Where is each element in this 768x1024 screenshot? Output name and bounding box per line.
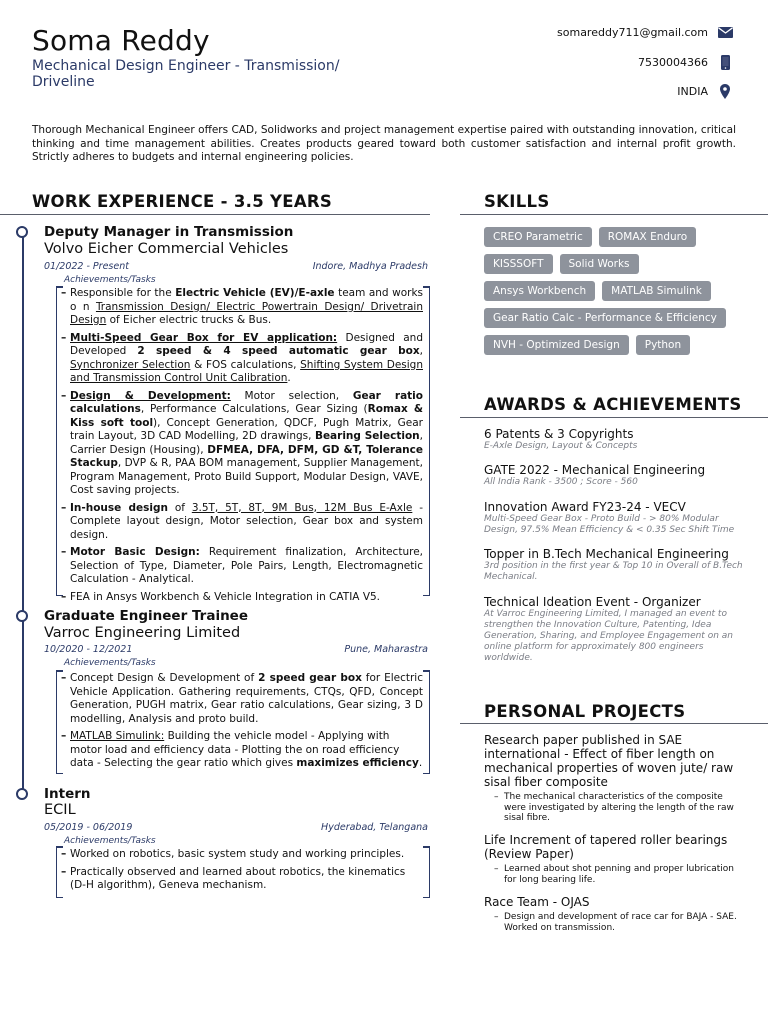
job-location: Pune, Maharastra [344,644,428,655]
award-title: Innovation Award FY23-24 - VECV [484,500,686,514]
award-item [484,595,744,664]
task-item: – FEA in Ansys Workbench & Vehicle Integration in CATIA V5. [63,591,423,605]
project-bullet: – The mechanical characteristics of the composite were investigated by altering the length of the raw sisal fibre. [494,792,744,824]
task-item: – MATLAB Simulink: Building the vehicle model - Applying with motor load and efficiency data - Plotting the on road efficiency data - Selecting the gear ratio which gives maximizes efficiency. [63,730,423,771]
skill-chip: MATLAB Simulink [602,281,711,301]
job-tasks-box [56,846,430,898]
project-title: Life Increment of tapered roller bearings (Review Paper) [484,833,728,861]
job-tasks-box [56,286,430,603]
task-item: – Design & Development: Motor selection, Gear ratio calculations, Performance Calculations, Gear Sizing (Romax & Kiss soft tool), Concept Generation, QDCF, Pugh Matrix, Gear train Layout, 3D CAD Modelling, 2D drawings, Bearing Selection, Carrier Design (Housing), DFMEA, DFA, DFM, GD &T, Tolerance Stackup, DVP & R, PAA BOM management, Supplier Management, Program Management, Proto Build Support, Modular Design, VAVE, Cost saving projects. [63,390,423,498]
project-item [484,895,744,933]
task-item: – Multi-Speed Gear Box for EV application: Designed and Developed 2 speed & 4 speed automatic gear box, Synchronizer Selection & FOS calculations, Shifting System Design and Transmission Control Unit Calibration. [63,332,423,386]
award-desc: All India Rank - 3500 ; Score - 560 [484,477,638,487]
project-bullet: – Design and development of race car for BAJA - SAE. Worked on transmission. [494,912,744,933]
skill-chip: Solid Works [560,254,639,274]
job-company: Volvo Eicher Commercial Vehicles [44,241,289,257]
work-experience-heading: WORK EXPERIENCE - 3.5 YEARS [32,192,333,211]
project-item [484,833,744,885]
job-company: ECIL [44,802,76,818]
phone-row [638,55,734,70]
job-dates: 05/2019 - 06/2019 [44,822,133,833]
skill-chip: Ansys Workbench [484,281,595,301]
skill-chip: KISSSOFT [484,254,553,274]
award-desc: E-Axle Design, Layout & Concepts [484,441,638,451]
awards-divider [460,417,768,418]
job-dates: 10/2020 - 12/2021 [44,644,133,655]
job-role: Graduate Engineer Trainee [44,608,248,624]
job-company: Varroc Engineering Limited [44,625,241,641]
award-title: Technical Ideation Event - Organizer [484,595,701,609]
skill-chip: CREO Parametric [484,227,592,247]
job-title: Mechanical Design Engineer - Transmission/ Driveline [32,58,340,90]
task-item: – Concept Design & Development of 2 speed gear box for Electric Vehicle Application. Gathering requirements, CTQs, QFD, Concept Generation, PUGH matrix, Gear ratio calculations, Gear sizing, 3 D modelling, Analysis and proto build. [63,672,423,726]
award-item [484,547,744,583]
timeline-dot [16,610,28,622]
project-item [484,733,744,824]
profile-summary: Thorough Mechanical Engineer offers CAD, Solidworks and project management expertise paired with outstanding innovation, critical thinking and time management abilities. Creates products geared toward both customer satisfaction and internal profit growth. Strictly adheres to budgets and internal engineering policies. [32,124,736,163]
award-item [484,463,744,488]
task-item: – Worked on robotics, basic system study and working principles. [63,848,423,862]
phone-icon [716,55,734,70]
award-item [484,427,744,452]
phone-text[interactable]: 7530004366 [638,56,708,69]
award-desc: At Varroc Engineering Limited, I managed an event to strengthen the Innovation Culture, Patenting, Idea Generation, Sharing, and Employee Engagement on an online platform for approximately 800 engineers worldwide. [484,609,733,663]
candidate-name: Soma Reddy [32,24,210,57]
achievements-label: Achievements/Tasks [64,275,156,285]
achievements-label: Achievements/Tasks [64,658,156,668]
location-row [677,84,734,99]
task-item: – In-house design of 3.5T, 5T, 8T, 9M Bus, 12M Bus E-Axle - Complete layout design, Motor selection, Gear box and system design. [63,502,423,543]
award-desc: Multi-Speed Gear Box - Proto Build - > 80% Modular Design, 97.5% Mean Efficiency & < 0.35 Sec Shift Time [484,514,735,535]
task-item: – Practically observed and learned about robotics, the kinematics (D-H algorithm), Geneva mechanism. [63,866,423,893]
skill-chip: Gear Ratio Calc - Performance & Efficiency [484,308,726,328]
award-title: 6 Patents & 3 Copyrights [484,427,634,441]
achievements-label: Achievements/Tasks [64,836,156,846]
envelope-icon [716,27,734,38]
project-title: Race Team - OJAS [484,895,590,909]
projects-heading: PERSONAL PROJECTS [484,702,686,721]
email-text[interactable]: somareddy711@gmail.com [557,26,708,39]
work-divider [0,214,430,215]
timeline-dot [16,788,28,800]
job-tasks-box [56,670,430,774]
task-item: – Responsible for the Electric Vehicle (EV)/E-axle team and works o n Transmission Design/ Electric Powertrain Design/ Drivetrain Design of Eicher electric trucks & Bus. [63,287,423,328]
award-item [484,500,744,536]
job-location: Hyderabad, Telangana [321,822,428,833]
skill-chip: ROMAX Enduro [599,227,696,247]
skills-list [484,227,744,355]
timeline-dot [16,226,28,238]
job-dates: 01/2022 - Present [44,261,129,272]
timeline-line [22,232,24,796]
job-location: Indore, Madhya Pradesh [312,261,428,272]
email-row [557,26,734,39]
award-desc: 3rd position in the first year & Top 10 in Overall of B.Tech Mechanical. [484,561,743,582]
skill-chip: Python [636,335,690,355]
skills-heading: SKILLS [484,192,550,211]
skills-divider [460,214,768,215]
project-bullet: – Learned about shot penning and proper lubrication for long bearing life. [494,864,744,885]
task-item: – Motor Basic Design: Requirement finalization, Architecture, Selection of Type, Diameter, Pole Pairs, Length, Electromagnetic Calculation - Analytical. [63,546,423,587]
job-role: Deputy Manager in Transmission [44,224,294,240]
project-title: Research paper published in SAE international - Effect of fiber length on mechanical properties of woven jute/ raw sisal fiber composite [484,733,734,789]
skill-chip: NVH - Optimized Design [484,335,629,355]
location-text: INDIA [677,85,708,98]
award-title: Topper in B.Tech Mechanical Engineering [484,547,729,561]
job-role: Intern [44,786,91,802]
awards-heading: AWARDS & ACHIEVEMENTS [484,395,742,414]
projects-divider [460,723,768,724]
location-pin-icon [716,84,734,99]
award-title: GATE 2022 - Mechanical Engineering [484,463,706,477]
